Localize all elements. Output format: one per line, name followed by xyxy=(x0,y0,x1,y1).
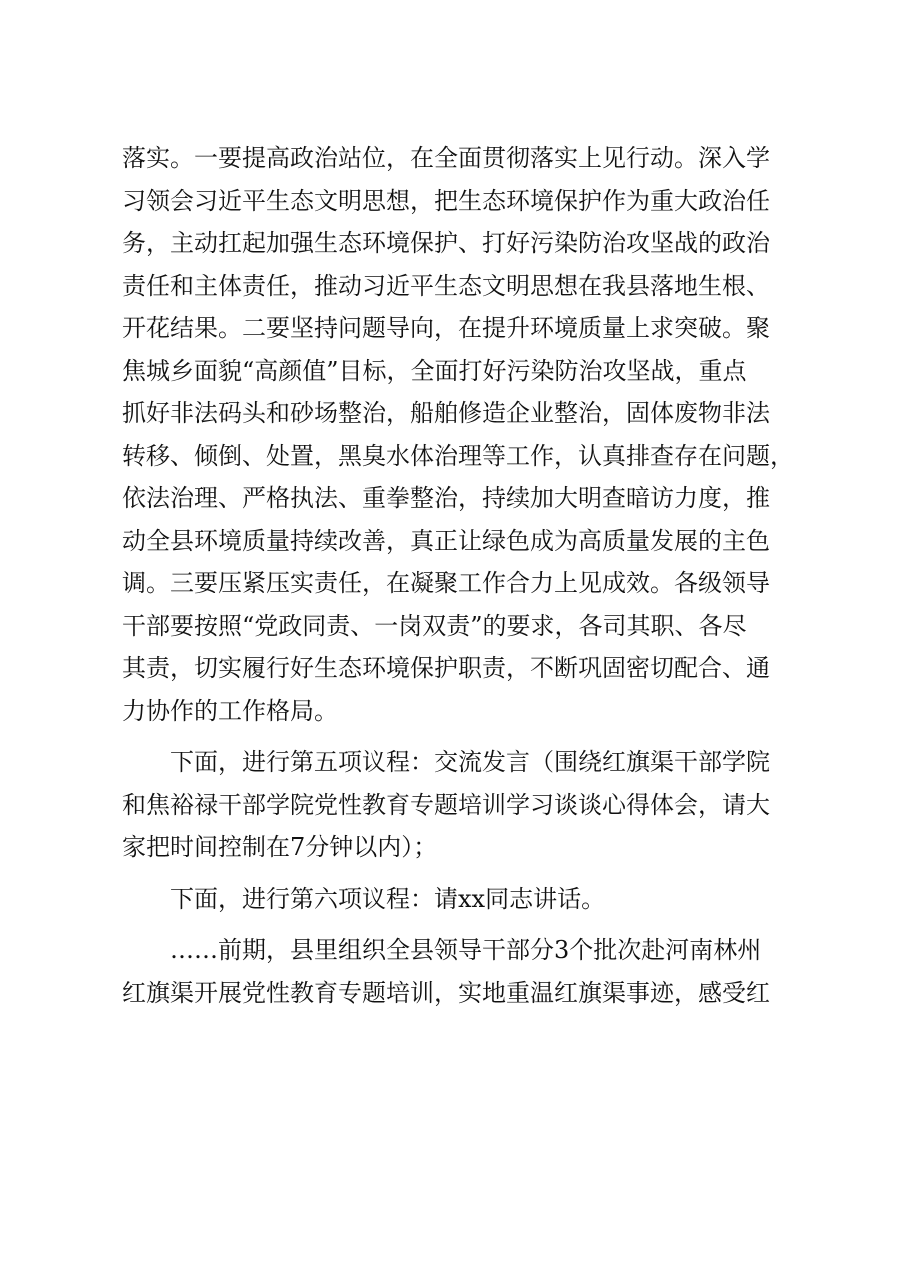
text-line: 其责，切实履行好生态环境保护职责，不断巩固密切配合、通 xyxy=(122,654,770,682)
text-line: 下面，进行第五项议程：交流发言（围绕红旗渠干部学院 xyxy=(170,748,770,776)
text-line: 开花结果。二要坚持问题导向，在提升环境质量上求突破。聚 xyxy=(122,314,770,342)
text-line: 力协作的工作格局。 xyxy=(122,696,338,725)
text-line: 调。三要压紧压实责任，在凝聚工作合力上见成效。各级领导 xyxy=(122,569,770,597)
text-line: 落实。一要提高政治站位，在全面贯彻落实上见行动。深入学 xyxy=(122,144,770,172)
text-line: 动全县环境质量持续改善，真正让绿色成为高质量发展的主色 xyxy=(122,526,770,555)
text-line: 务，主动扛起加强生态环境保护、打好污染防治攻坚战的政治 xyxy=(122,229,770,257)
text-line: 和焦裕禄干部学院党性教育专题培训学习谈谈心得体会，请大 xyxy=(122,790,770,819)
text-line: 转移、倾倒、处置，黑臭水体治理等工作，认真排查存在问题， xyxy=(122,441,794,470)
paragraph-agenda-item-five xyxy=(122,741,798,869)
text-line: 习领会习近平生态文明思想，把生态环境保护作为重大政治任 xyxy=(122,186,770,215)
text-line: 下面，进行第六项议程：请xx同志讲话。 xyxy=(170,884,606,913)
text-line: 家把时间控制在7分钟以内）； xyxy=(122,833,438,861)
text-line: 依法治理、严格执法、重拳整治，持续加大明查暗访力度，推 xyxy=(122,484,770,512)
text-line: 干部要按照“党政同责、一岗双责”的要求，各司其职、各尽 xyxy=(122,611,747,640)
document-body xyxy=(122,137,798,1014)
text-line: ……前期，县里组织全县领导干部分3个批次赴河南林州 xyxy=(170,936,762,964)
paragraph-training-recap xyxy=(122,929,798,1014)
text-line: 红旗渠开展党性教育专题培训，实地重温红旗渠事迹，感受红 xyxy=(122,978,770,1007)
paragraph-agenda-item-six xyxy=(122,878,798,921)
text-line: 抓好非法码头和砂场整治，船舶修造企业整治，固体废物非法 xyxy=(122,399,770,427)
text-line: 焦城乡面貌“高颜值”目标，全面打好污染防治攻坚战，重点 xyxy=(122,356,747,385)
paragraph-environment-tasks xyxy=(122,137,798,732)
text-line: 责任和主体责任，推动习近平生态文明思想在我县落地生根、 xyxy=(122,271,770,300)
